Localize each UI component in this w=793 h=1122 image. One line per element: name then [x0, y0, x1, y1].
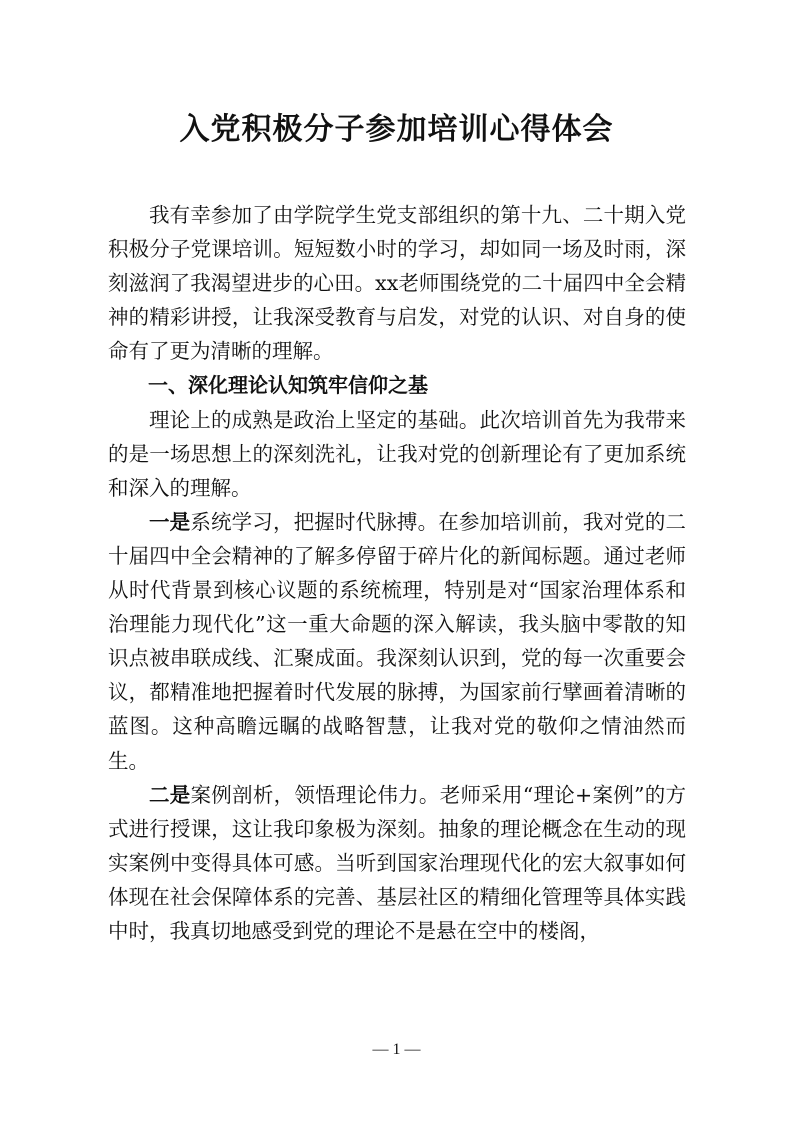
paragraph-point-2 [108, 778, 686, 948]
point-1-text: 系统学习，把握时代脉搏。在参加培训前，我对党的二十届四中全会精神的了解多停留于碎片化的新闻标题。通过老师从时代背景到核心议题的系统梳理，特别是对“国家治理体系和治理能力现代化”这一重大命题的深入解读，我头脑中零散的知识点被串联成线、汇聚成面。我深刻认识到，党的每一次重要会议，都精准地把握着时代发展的脉搏，为国家前行擘画着清晰的蓝图。这种高瞻远瞩的战略智慧，让我对党的敬仰之情油然而生。 [108, 509, 687, 773]
document-title: 入党积极分子参加培训心得体会 [179, 112, 614, 147]
paragraph-theory: 理论上的成熟是政治上坚定的基础。此次培训首先为我带来的是一场思想上的深刻洗礼，让我对党的创新理论有了更加系统和深入的理解。 [108, 407, 686, 500]
point-2-text: 案例剖析，领悟理论伟力。老师采用“理论+案例”的方式进行授课，这让我印象极为深刻。抽象的理论概念在生动的现实案例中变得具体可感。当听到国家治理现代化的宏大叙事如何体现在社会保障体系的完善、基层社区的精细化管理等具体实践中时，我真切地感受到党的理论不是悬在空中的楼阁， [108, 782, 686, 943]
point-1-lead: 一是 [149, 509, 191, 534]
page-number: — 1 — [372, 1041, 421, 1058]
paragraph-intro: 我有幸参加了由学院学生党支部组织的第十九、二十期入党积极分子党课培训。短短数小时的学习，却如同一场及时雨，深刻滋润了我渴望进步的心田。xx老师围绕党的二十届四中全会精神的精彩讲授，让我深受教育与启发，对党的认识、对自身的使命有了更为清晰的理解。 [108, 203, 686, 364]
paragraph-point-1 [108, 505, 686, 778]
section-heading-1: 一、深化理论认知筑牢信仰之基 [148, 373, 428, 398]
point-2-lead: 二是 [149, 782, 191, 807]
document-body [108, 198, 686, 948]
